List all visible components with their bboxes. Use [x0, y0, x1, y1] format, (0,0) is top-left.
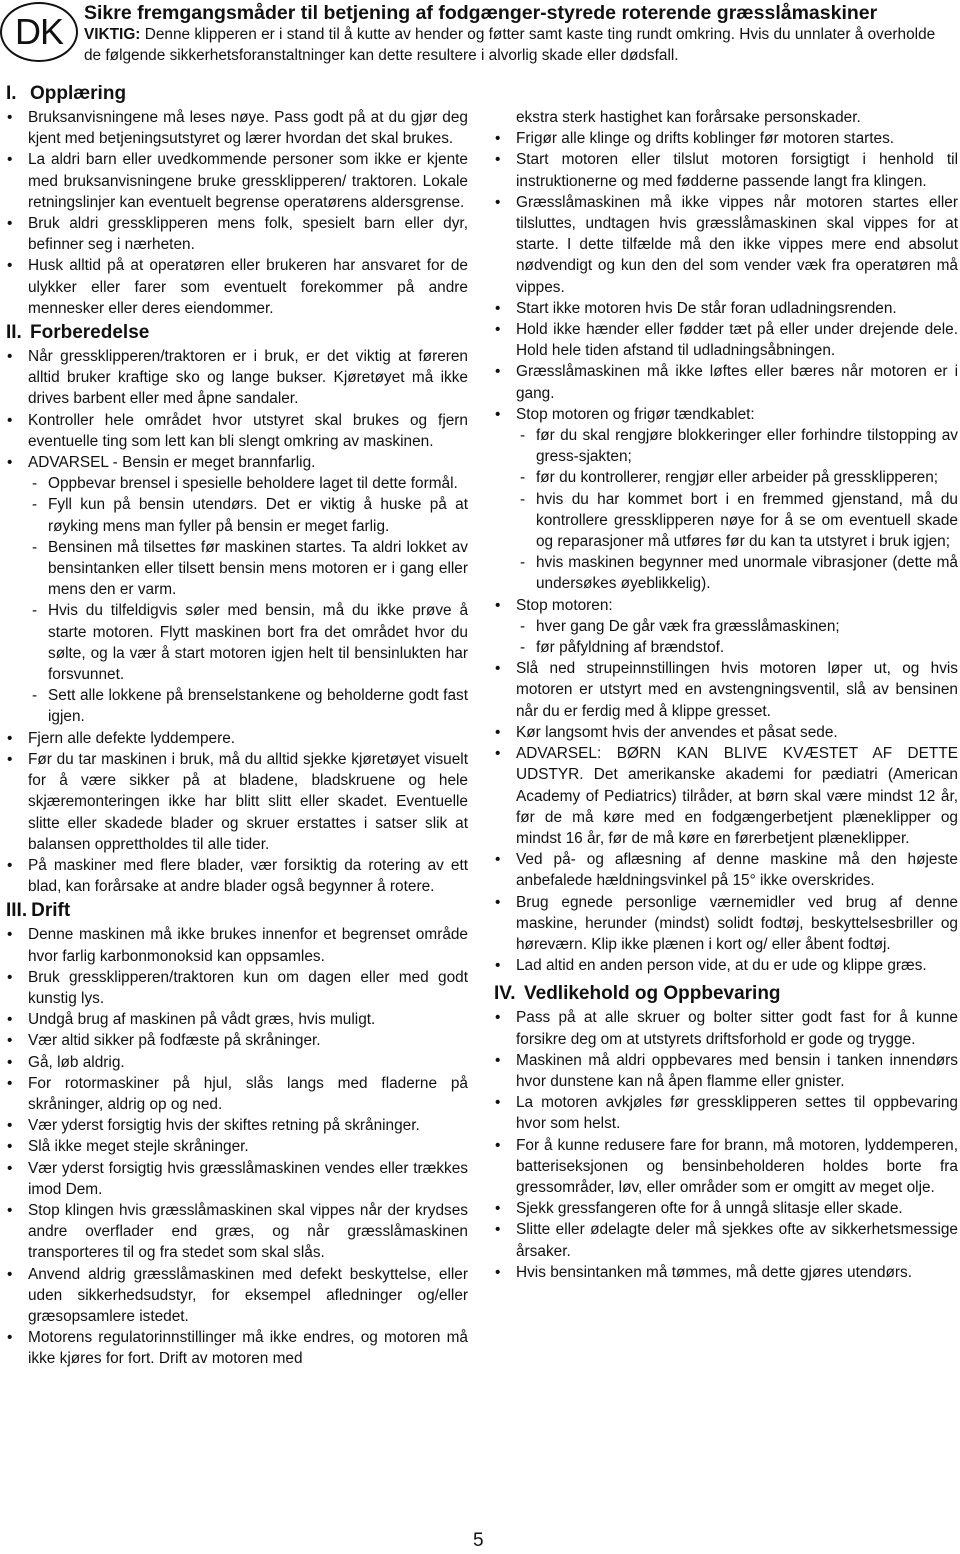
list-item: [494, 658, 958, 722]
item-text: Vær yderst forsigtig hvis der skiftes retning på skråninger.: [28, 1117, 420, 1135]
list-item: [494, 1007, 958, 1049]
sub-list-item: [32, 685, 468, 727]
item-text: Gå, løb aldrig.: [28, 1053, 125, 1071]
sub-item-text: Oppbevar brensel i spesielle beholdere laget til dette formål.: [48, 475, 458, 493]
item-text: På maskiner med flere blader, vær forsiktig da rotering av ett blad, kan forårsake at andre blader også begynner å rotere.: [28, 856, 468, 896]
item-text: Hvis bensintanken må tømmes, må dette gjøres utendørs.: [516, 1263, 913, 1281]
sub-item-text: Bensinen må tilsettes før maskinen startes. Ta aldri lokket av bensintanken eller tilsett bensin mens motoren er i gang eller mens den er varm.: [48, 538, 468, 599]
sub-item-text: hver gang De går væk fra græsslåmaskinen;: [536, 617, 840, 635]
left-column: [6, 80, 468, 1370]
list-item: [494, 149, 958, 191]
bullet-icon: •: [7, 257, 13, 275]
item-text: Anvend aldrig græsslåmaskinen med defekt beskyttelse, eller uden sikkerhedsudstyr, for eksempel afledninger og/eller græsopsamlere istedet.: [28, 1265, 468, 1325]
item-text: ADVARSEL - Bensin er meget brannfarlig.: [28, 454, 316, 472]
bullet-icon: •: [495, 405, 501, 423]
list-item: [494, 722, 958, 743]
bullet-icon: •: [7, 968, 13, 986]
list-item: [6, 149, 468, 213]
item-text: Motorens regulatorinnstillinger må ikke endres, og motoren må ikke kjøres for fort. Drift av motoren med: [28, 1329, 468, 1368]
bullet-icon: •: [495, 723, 501, 741]
sub-list-item: [32, 494, 468, 536]
list-item: [6, 107, 468, 149]
item-text: Kør langsomt hvis der anvendes et påsat sede.: [516, 723, 838, 741]
dash-icon: -: [32, 475, 38, 493]
sub-list-item: [32, 473, 468, 494]
sub-item-text: hvis maskinen begynner med unormale vibrasjoner (dette må undersøkes øyeblikkelig).: [536, 554, 958, 593]
bullet-icon: •: [495, 1051, 501, 1069]
list-item: [494, 1198, 958, 1219]
list-item: [6, 967, 468, 1009]
bullet-icon: •: [7, 1138, 13, 1156]
bullet-icon: •: [7, 215, 13, 233]
list-item: [6, 728, 468, 749]
sub-item-text: Fyll kun på bensin utendørs. Det er viktig å huske på at røyking mens man fyller på bensin er meget farlig.: [48, 496, 468, 535]
list-item: [494, 319, 958, 361]
bullet-icon: •: [495, 1009, 501, 1027]
sub-list-item: [32, 537, 468, 601]
sub-item-text: Sett alle lokkene på brenselstankene og beholderne godt fast igjen.: [48, 687, 468, 726]
bullet-icon: •: [495, 745, 501, 763]
item-text: Undgå brug af maskinen på vådt græs, hvis muligt.: [28, 1011, 376, 1029]
bullet-icon: •: [7, 1074, 13, 1092]
section-number: I.: [6, 83, 17, 104]
list-item: [6, 1115, 468, 1136]
bullet-icon: •: [495, 299, 501, 317]
sub-list: [516, 616, 958, 658]
sub-item-text: hvis du har kommet bort i en fremmed gjenstand, må du kontrollere gressklipperen nøye for å se om eventuell skade og reparasjoner må utføres før du kan ta utstyret i bruk igjen;: [536, 490, 958, 551]
item-text: Pass på at alle skruer og bolter sitter godt fast for å kunne forsikre deg om at utstyrets driftsforhold er gode og trygge.: [516, 1009, 958, 1048]
bullet-icon: •: [495, 321, 501, 339]
item-text: Ved på- og aflæsning af denne maskine må den højeste anbefalede hældningsvinkel på 15° ikke overskrides.: [516, 851, 958, 890]
list-item: [6, 1264, 468, 1328]
operation-continuation: ekstra sterk hastighet kan forårsake personskader.: [516, 109, 861, 126]
list-item: [494, 128, 958, 149]
list-item: [6, 924, 468, 966]
list-item: [6, 1052, 468, 1073]
section-heading-preparation: [6, 321, 468, 345]
sub-list-item: [520, 489, 958, 553]
bullet-icon: •: [7, 926, 13, 944]
section-title: Forberedelse: [30, 322, 150, 344]
dash-icon: -: [32, 687, 38, 705]
bullet-icon: •: [7, 1032, 13, 1050]
sub-list-item: [520, 616, 958, 637]
bullet-icon: •: [495, 660, 501, 678]
item-text: Maskinen må aldri oppbevares med bensin i tanken innendørs hvor dunstene kan nå åpen flamme eller gnister.: [516, 1051, 958, 1090]
section-title: Opplæring: [30, 83, 127, 104]
bullet-icon: •: [495, 151, 501, 169]
bullet-icon: •: [495, 851, 501, 869]
document-header: [84, 2, 956, 66]
list-item: [6, 410, 468, 452]
bullet-icon: •: [7, 1159, 13, 1177]
sub-list: [516, 425, 958, 595]
bullet-icon: •: [495, 596, 501, 614]
bullet-icon: •: [495, 1136, 501, 1154]
dash-icon: -: [32, 538, 38, 556]
dash-icon: -: [520, 469, 526, 487]
dash-icon: -: [520, 490, 526, 508]
list-item: [6, 749, 468, 855]
item-text: Slitte eller ødelagte deler må sjekkes ofte av sikkerhetsmessige årsaker.: [516, 1221, 958, 1260]
bullet-icon: •: [7, 348, 13, 366]
warning-text: Denne klipperen er i stand til å kutte av hender og føtter samt kaste ting rundt omkring. Hvis du unnlater å overholde de følgende sikkerhetsforanstaltninger kan dette resultere i alvorlig skade eller dødsfall.: [84, 26, 936, 64]
section-heading-maintenance: [494, 982, 958, 1006]
list-item: [6, 346, 468, 410]
item-text: Vær altid sikker på fodfæste på skråninger.: [28, 1032, 321, 1050]
item-text: ADVARSEL: BØRN KAN BLIVE KVÆSTET AF DETTE UDSTYR. Det amerikanske akademi for pædiatri (American Academy of Pediatrics) tilråder, at børn skal være mindst 12 år, før de må køre med en fodgængerbetjent plæneklipper og mindst 16 år, før de må køre en førerbetjent plæneklipper.: [516, 745, 958, 847]
list-item: [494, 1135, 958, 1199]
item-text: La motoren avkjøles før gressklipperen settes til oppbevaring hvor som helst.: [516, 1094, 958, 1133]
preparation-list: [6, 346, 468, 897]
item-text: Græsslåmaskinen må ikke vippes når motoren startes eller tilsluttes, undtagen hvis græsslåmaskinen skal vippes for at starte. I dette tilfælde må den ikke vippes mere end absolut nødvendigt og kun den del som vender væk fra operatøren må vippes.: [516, 193, 958, 296]
sub-list-item: [32, 600, 468, 685]
operation-list-right: [494, 128, 958, 976]
item-text: Vær yderst forsigtig hvis græsslåmaskinen vendes eller trækkes imod Dem.: [28, 1159, 468, 1198]
bullet-icon: •: [495, 1221, 501, 1239]
dash-icon: -: [32, 496, 38, 514]
section-heading-training: [6, 82, 468, 106]
dash-icon: -: [520, 554, 526, 572]
item-text: Brug egnede personlige værnemidler ved brug af denne maskine, herunder (mindst) solidt fodtøj, beskyttelsesbriller og høreværn. Klip ikke plænen i kort og/ eller åbent fodtøj.: [516, 893, 958, 953]
list-item: [6, 452, 468, 728]
list-item: [494, 1219, 958, 1261]
item-text: Slå ned strupeinnstillingen hvis motoren løper ut, og hvis motoren er utstyrt med en avstengningsventil, slå av bensinen når du er ferdig med å klippe gresset.: [516, 660, 958, 720]
list-item: [6, 255, 468, 319]
bullet-icon: •: [495, 363, 501, 381]
item-text: Fjern alle defekte lyddempere.: [28, 729, 236, 747]
item-text: Bruksanvisningene må leses nøye. Pass godt på at du gjør deg kjent med betjeningsutstyret og lærer hvordan det skal brukes.: [28, 109, 468, 148]
list-item: [6, 1158, 468, 1200]
list-item: [494, 361, 958, 403]
page-number: 5: [473, 1530, 484, 1551]
sub-list: [28, 473, 468, 727]
bullet-icon: •: [7, 729, 13, 747]
sub-item-text: før påfyldning af brændstof.: [536, 639, 725, 657]
bullet-icon: •: [7, 1011, 13, 1029]
list-item: [6, 855, 468, 897]
list-item: [494, 743, 958, 849]
warning-label: VIKTIG:: [84, 26, 141, 43]
bullet-icon: •: [7, 109, 13, 126]
sub-item-text: før du skal rengjøre blokkeringer eller forhindre tilstopping av gress-sjakten;: [536, 427, 958, 466]
item-text: Husk alltid på at operatøren eller brukeren har ansvaret for de ulykker eller farer som eventuelt forekommer på andre mennesker eller deres eiendommer.: [28, 257, 468, 317]
bullet-icon: •: [495, 1094, 501, 1112]
bullet-icon: •: [7, 411, 13, 429]
section-title: Drift: [31, 900, 71, 922]
sub-list-item: [520, 552, 958, 594]
list-item: [6, 1200, 468, 1264]
bullet-icon: •: [7, 1053, 13, 1071]
item-text: Bruk aldri gressklipperen mens folk, spesielt barn eller dyr, befinner seg i nærheten.: [28, 215, 468, 254]
sub-list-item: [520, 637, 958, 658]
sub-list-item: [520, 425, 958, 467]
item-text: Stop motoren:: [516, 596, 613, 614]
list-item: [494, 404, 958, 595]
item-text: Start motoren eller tilslut motoren forsigtigt i henhold til instruktionerne og med fødderne passende langt fra klingen.: [516, 151, 958, 190]
bullet-icon: •: [495, 193, 501, 211]
item-text: Lad altid en anden person vide, at du er ude og klippe græs.: [516, 957, 927, 975]
list-item: [494, 955, 958, 976]
bullet-icon: •: [7, 1201, 13, 1219]
list-item: [6, 1030, 468, 1051]
item-text: Når gressklipperen/traktoren er i bruk, er det viktig at føreren alltid bruker kraftige sko og lange bukser. Kjøretøyet må ikke drives barbent eller med åpne sandaler.: [28, 348, 468, 408]
bullet-icon: •: [495, 1263, 501, 1281]
item-text: For rotormaskiner på hjul, slås langs med fladerne på skråninger, aldrig op og ned.: [28, 1074, 468, 1113]
item-text: Frigør alle klinge og drifts koblinger før motoren startes.: [516, 130, 895, 148]
dash-icon: -: [32, 602, 38, 620]
item-text: Før du tar maskinen i bruk, må du alltid sjekke kjøretøyet visuelt for å være sikker på at bladene, bladskruene og hele skjæremonteringen ikke har blitt slitt eller skadet. Eventuelle slitte eller skadede blader og skruer erstattes i satser slik at balansen opprettholdes til alle tider.: [28, 750, 468, 853]
warning-paragraph: [84, 24, 956, 66]
item-text: Kontroller hele området hvor utstyret skal brukes og fjern eventuelle ting som lett kan bli slengt omkring av maskinen.: [28, 411, 468, 450]
section-heading-operation: [6, 899, 468, 923]
item-text: Stop klingen hvis græsslåmaskinen skal vippes når der krydses andre overflader end græs, og når græsslåmaskinen transporteres til og fra stedet som skal slås.: [28, 1201, 468, 1262]
list-item: [494, 892, 958, 956]
bullet-icon: •: [7, 1117, 13, 1135]
section-title: Vedlikehold og Oppbevaring: [524, 983, 781, 1005]
bullet-icon: •: [7, 1329, 13, 1347]
operation-list-left: [6, 924, 468, 1369]
item-text: Græsslåmaskinen må ikke løftes eller bæres når motoren er i gang.: [516, 363, 958, 402]
list-item: [494, 298, 958, 319]
bullet-icon: •: [495, 957, 501, 975]
training-list: [6, 107, 468, 319]
section-number: II.: [6, 322, 22, 344]
list-item: [494, 1050, 958, 1092]
document-title: Sikre fremgangsmåder til betjening af fodgænger-styrede roterende græsslåmaskiner: [84, 2, 878, 24]
item-text: Stop motoren og frigør tændkablet:: [516, 405, 755, 423]
section-number: IV.: [494, 983, 516, 1005]
list-item: [6, 1009, 468, 1030]
list-item: [494, 1092, 958, 1134]
item-text: For å kunne redusere fare for brann, må motoren, lyddemperen, batteriseksjonen og bensinbeholderen holdes borte fra gressområder, løv, eller områder som er omgitt av meget olje.: [516, 1136, 958, 1196]
dash-icon: -: [520, 427, 526, 445]
list-item: [494, 595, 958, 659]
item-text: Bruk gressklipperen/traktoren kun om dagen eller med godt kunstig lys.: [28, 968, 468, 1007]
dash-icon: -: [520, 617, 526, 635]
sub-list-item: [520, 467, 958, 488]
bullet-icon: •: [495, 130, 501, 148]
list-item: [6, 1327, 468, 1369]
item-text: Slå ikke meget stejle skråninger.: [28, 1138, 249, 1156]
bullet-icon: •: [495, 1200, 501, 1218]
bullet-icon: •: [7, 454, 13, 472]
language-badge: DK: [0, 2, 78, 62]
dash-icon: -: [520, 639, 526, 657]
sub-item-text: Hvis du tilfeldigvis søler med bensin, må du ikke prøve å starte motoren. Flytt maskinen bort fra det området hvor du sølte, og la vær å start motoren igjen helt til bensinlukten har forsvunnet.: [48, 602, 468, 684]
list-item: [6, 213, 468, 255]
item-text: Sjekk gressfangeren ofte for å unngå slitasje eller skade.: [516, 1200, 903, 1218]
bullet-icon: •: [7, 750, 13, 768]
right-column: [494, 107, 958, 1283]
section-number: III.: [6, 900, 28, 922]
maintenance-list: [494, 1007, 958, 1283]
item-text: Denne maskinen må ikke brukes innenfor et begrenset område hvor farlig karbonmonoksid kan oppsamles.: [28, 926, 468, 965]
sub-item-text: før du kontrollerer, rengjør eller arbeider på gressklipperen;: [536, 469, 939, 487]
item-text: Start ikke motoren hvis De står foran udladningsrenden.: [516, 299, 897, 317]
item-text: La aldri barn eller uvedkommende personer som ikke er kjente med bruksanvisningene bruke gressklipperen/ traktoren. Lokale retningslinjer kan eventuelt begrense operatørens aldersgrense.: [28, 151, 468, 211]
list-item: [6, 1136, 468, 1157]
item-text: Hold ikke hænder eller fødder tæt på eller under drejende dele. Hold hele tiden afstand til udladningsåbningen.: [516, 321, 958, 360]
list-item: [494, 849, 958, 891]
list-item: [6, 1073, 468, 1115]
list-item: [494, 192, 958, 298]
list-item: [494, 1262, 958, 1283]
bullet-icon: •: [7, 856, 13, 874]
bullet-icon: •: [7, 1265, 13, 1283]
bullet-icon: •: [495, 893, 501, 911]
bullet-icon: •: [7, 151, 13, 169]
